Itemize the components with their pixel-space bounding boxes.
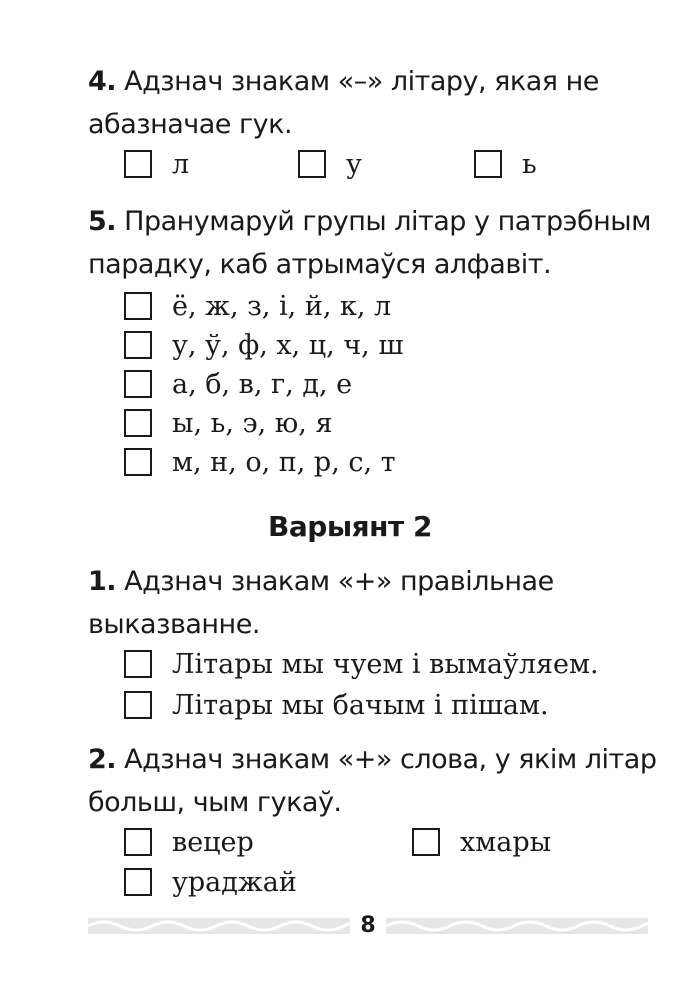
option-label: м, н, о, п, р, с, т [172, 446, 396, 478]
option-label: у [346, 148, 362, 180]
option-label: ы, ь, э, ю, я [172, 407, 333, 439]
option-label: ь [522, 148, 537, 180]
option-row [124, 824, 254, 860]
option-row [124, 444, 396, 480]
answer-checkbox[interactable] [298, 150, 326, 178]
option-label: у, ў, ф, х, ц, ч, ш [172, 329, 404, 361]
option-label: вецер [172, 826, 254, 858]
answer-checkbox[interactable] [124, 150, 152, 178]
option-row [124, 288, 391, 324]
question-number: 4. [88, 66, 117, 97]
question-number: 2. [88, 744, 117, 775]
option-row [124, 864, 297, 900]
option-label: л [172, 148, 190, 180]
question-text: Адзнач знакам «+» слова, у якім літар больш, чым гукаў. [88, 744, 657, 818]
number-input-box[interactable] [124, 448, 152, 476]
page-number: 8 [360, 913, 376, 938]
option-label: хмары [460, 826, 552, 858]
option-label: ураджай [172, 866, 297, 898]
option-row [474, 146, 537, 182]
v2-question-2 [88, 738, 658, 824]
option-row [124, 366, 352, 402]
question-text: Адзнач знакам «+» правільнае выказванне. [88, 566, 554, 640]
section-title: Варыянт 2 [268, 510, 432, 543]
wave-decoration-left [88, 912, 350, 940]
option-row [124, 405, 333, 441]
option-row [298, 146, 362, 182]
wave-decoration-right [386, 912, 648, 940]
option-label: Літары мы чуем і вымаўляем. [172, 648, 599, 680]
answer-checkbox[interactable] [474, 150, 502, 178]
option-row [124, 687, 549, 723]
option-row [124, 327, 403, 363]
answer-checkbox[interactable] [124, 868, 152, 896]
option-label: ё, ж, з, і, й, к, л [172, 290, 392, 322]
option-label: а, б, в, г, д, е [172, 368, 353, 400]
answer-checkbox[interactable] [412, 828, 440, 856]
number-input-box[interactable] [124, 292, 152, 320]
option-row [124, 146, 189, 182]
answer-checkbox[interactable] [124, 691, 152, 719]
answer-checkbox[interactable] [124, 828, 152, 856]
v2-question-1 [88, 560, 658, 646]
number-input-box[interactable] [124, 409, 152, 437]
question-number: 5. [88, 206, 117, 237]
number-input-box[interactable] [124, 370, 152, 398]
option-label: Літары мы бачым і пішам. [172, 689, 549, 721]
number-input-box[interactable] [124, 331, 152, 359]
question-number: 1. [88, 566, 117, 597]
question-text: Адзнач знакам «–» літару, якая не абазначае гук. [88, 66, 599, 140]
answer-checkbox[interactable] [124, 650, 152, 678]
question-4 [88, 60, 658, 146]
option-row [412, 824, 551, 860]
question-text: Пранумаруй групы літар у патрэбным парадку, каб атрымаўся алфавіт. [88, 206, 651, 280]
question-5 [88, 200, 658, 286]
page-footer [88, 912, 648, 940]
option-row [124, 646, 599, 682]
